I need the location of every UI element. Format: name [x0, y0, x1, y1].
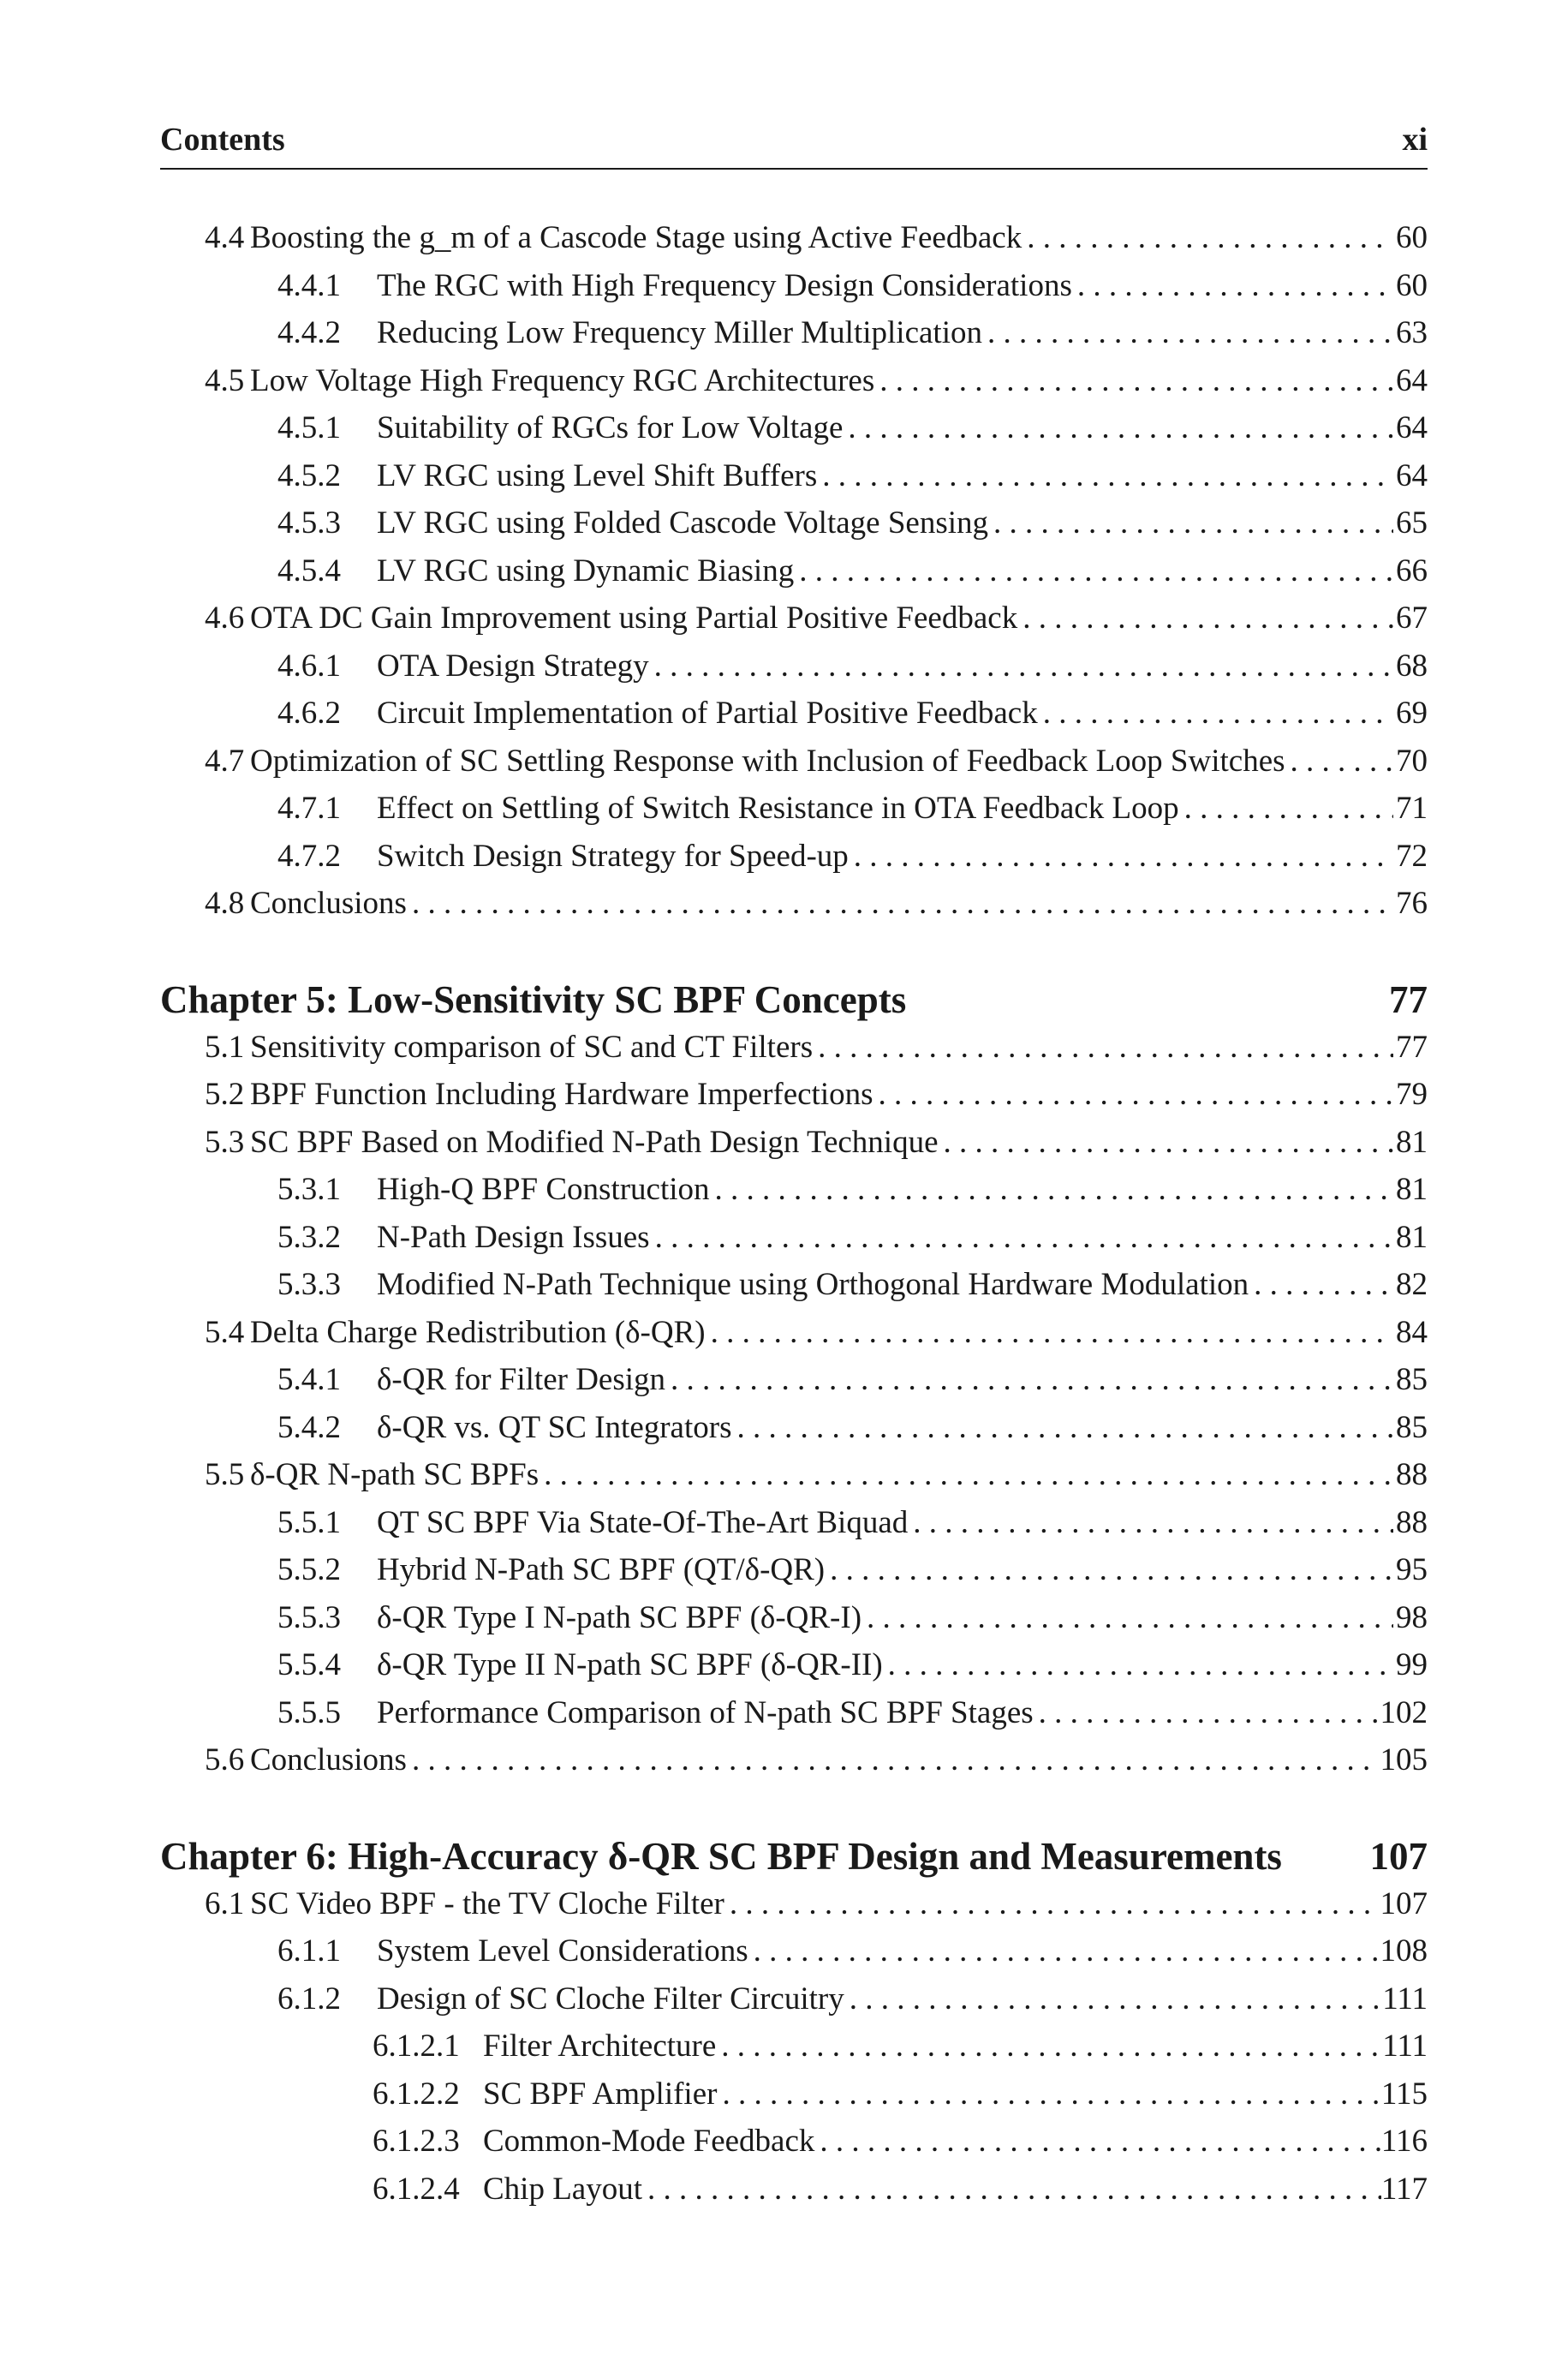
section-title: Modified N-Path Technique using Orthogonal Hardware Modulation	[377, 1267, 1249, 1302]
dot-leader	[939, 1119, 1393, 1167]
dot-leader	[844, 1975, 1383, 2023]
section-number: 4.4.1	[277, 267, 341, 303]
section-number: 5.3.2	[277, 1219, 341, 1255]
section-title: High-Q BPF Construction	[377, 1172, 710, 1207]
section-number: 5.5.1	[277, 1504, 341, 1540]
chapter-title: Chapter 6: High-Accuracy δ-QR SC BPF Design and Measurements	[160, 1834, 1282, 1878]
section-title: QT SC BPF Via State-Of-The-Art Biquad	[377, 1504, 909, 1540]
section-title: Circuit Implementation of Partial Positive Feedback	[377, 696, 1038, 731]
toc-entry[interactable]	[160, 1594, 1428, 1642]
dot-leader	[407, 1736, 1380, 1784]
toc-entry[interactable]	[160, 594, 1428, 642]
toc-entry[interactable]	[160, 1214, 1428, 1262]
section-number: 5.6	[205, 1742, 245, 1778]
dot-leader	[649, 642, 1393, 690]
section-title: Boosting the g_m of a Cascode Stage using Active Feedback	[250, 220, 1022, 255]
dot-leader	[407, 880, 1393, 928]
section-number: 5.4	[205, 1314, 245, 1350]
chapter-page-number: 77	[1389, 977, 1428, 1021]
section-page-number: 111	[1382, 1981, 1428, 2017]
section-page-number: 107	[1380, 1885, 1428, 1921]
dot-leader	[1038, 690, 1393, 738]
section-number: 6.1.2.1	[373, 2028, 460, 2064]
section-number: 5.3.3	[277, 1267, 341, 1302]
dot-leader	[843, 404, 1393, 452]
toc-entry[interactable]	[160, 1071, 1428, 1119]
toc-entry[interactable]	[160, 880, 1428, 928]
section-title: δ-QR N-path SC BPFs	[250, 1457, 540, 1492]
section-number: 5.5.2	[277, 1552, 341, 1587]
section-number: 4.7	[205, 743, 245, 779]
section-page-number: 81	[1396, 1124, 1428, 1160]
dot-leader	[731, 1404, 1393, 1452]
dot-leader	[748, 1927, 1380, 1975]
section-number: 4.5	[205, 362, 245, 398]
section-title: SC Video BPF - the TV Cloche Filter	[250, 1885, 724, 1921]
section-title: δ-QR Type II N-path SC BPF (δ-QR-II)	[377, 1647, 883, 1682]
section-page-number: 79	[1396, 1077, 1428, 1112]
dot-leader	[717, 2070, 1380, 2118]
section-title: Optimization of SC Settling Response with Inclusion of Feedback Loop Switches	[250, 743, 1285, 779]
section-title: Performance Comparison of N-path SC BPF Stages	[377, 1694, 1034, 1730]
section-number: 5.2	[205, 1077, 245, 1112]
toc-entry[interactable]	[160, 1499, 1428, 1547]
dot-leader	[883, 1641, 1393, 1689]
dot-leader	[862, 1594, 1393, 1642]
section-page-number: 115	[1380, 2076, 1428, 2112]
toc-entry[interactable]	[160, 1356, 1428, 1404]
dot-leader	[813, 1024, 1393, 1072]
section-title: OTA Design Strategy	[377, 648, 649, 684]
section-page-number: 66	[1396, 553, 1428, 589]
toc-entry[interactable]	[160, 1927, 1428, 1975]
dot-leader	[706, 1309, 1393, 1357]
toc-entry[interactable]	[160, 1736, 1428, 1784]
section-number: 6.1.1	[277, 1933, 341, 1969]
running-header-page-number: xi	[1402, 122, 1428, 158]
toc-entry[interactable]	[160, 404, 1428, 452]
section-page-number: 60	[1396, 220, 1428, 255]
section-title: SC BPF Based on Modified N-Path Design Technique	[250, 1124, 939, 1160]
dot-leader	[988, 499, 1393, 547]
section-page-number: 98	[1396, 1599, 1428, 1635]
section-number: 6.1.2.3	[373, 2124, 460, 2159]
toc-entry[interactable]	[160, 1119, 1428, 1167]
running-header	[160, 118, 1428, 170]
toc-entry[interactable]	[160, 1166, 1428, 1214]
chapter-title: Chapter 5: Low-Sensitivity SC BPF Concepts	[160, 977, 907, 1021]
dot-leader	[642, 2166, 1381, 2214]
section-page-number: 64	[1396, 362, 1428, 398]
toc-entry[interactable]	[160, 2022, 1428, 2070]
section-number: 4.6.2	[277, 696, 341, 731]
section-number: 5.1	[205, 1029, 245, 1065]
toc-entry[interactable]	[160, 2118, 1428, 2166]
section-page-number: 70	[1396, 743, 1428, 779]
section-title: BPF Function Including Hardware Imperfections	[250, 1077, 873, 1112]
dot-leader	[716, 2022, 1382, 2070]
section-number: 4.5.3	[277, 505, 341, 541]
chapter-page-number: 107	[1369, 1834, 1428, 1878]
section-page-number: 81	[1396, 1219, 1428, 1255]
toc-entry[interactable]	[160, 1880, 1428, 1928]
dot-leader	[1034, 1689, 1380, 1737]
section-number: 4.5.1	[277, 410, 341, 445]
toc-chapter-heading[interactable]	[160, 1832, 1428, 1880]
section-number: 5.3	[205, 1124, 245, 1160]
section-number: 5.5.5	[277, 1694, 341, 1730]
section-title: Filter Architecture	[483, 2028, 717, 2064]
dot-leader	[874, 357, 1393, 405]
section-title: δ-QR for Filter Design	[377, 1362, 666, 1397]
section-page-number: 95	[1396, 1552, 1428, 1587]
toc-entry[interactable]	[160, 1641, 1428, 1689]
section-number: 5.5.4	[277, 1647, 341, 1682]
dot-leader	[982, 309, 1393, 357]
toc-entry[interactable]	[160, 452, 1428, 500]
dot-leader	[908, 1499, 1393, 1547]
section-page-number: 99	[1396, 1647, 1428, 1682]
toc-entry[interactable]	[160, 642, 1428, 690]
section-number: 4.7.1	[277, 791, 341, 826]
section-title: LV RGC using Dynamic Biasing	[377, 553, 795, 589]
section-title: Design of SC Cloche Filter Circuitry	[377, 1981, 844, 2017]
table-of-contents	[160, 214, 1428, 2213]
section-page-number: 108	[1380, 1933, 1428, 1969]
dot-leader	[1249, 1261, 1393, 1309]
section-page-number: 72	[1396, 838, 1428, 874]
section-page-number: 88	[1396, 1504, 1428, 1540]
section-number: 4.5.4	[277, 553, 341, 589]
toc-entry[interactable]	[160, 690, 1428, 738]
toc-entry[interactable]	[160, 2166, 1428, 2214]
section-title: Common-Mode Feedback	[483, 2124, 815, 2159]
section-title: Suitability of RGCs for Low Voltage	[377, 410, 844, 445]
toc-entry[interactable]	[160, 1546, 1428, 1594]
section-title: Effect on Settling of Switch Resistance in OTA Feedback Loop	[377, 791, 1179, 826]
section-title: Reducing Low Frequency Miller Multiplication	[377, 315, 982, 350]
dot-leader	[873, 1071, 1393, 1119]
section-number: 5.4.1	[277, 1362, 341, 1397]
dot-leader	[849, 833, 1393, 881]
section-title: SC BPF Amplifier	[483, 2076, 718, 2112]
dot-leader	[665, 1356, 1393, 1404]
toc-entry[interactable]	[160, 262, 1428, 310]
dot-leader	[825, 1546, 1393, 1594]
section-page-number: 69	[1396, 696, 1428, 731]
section-number: 5.5	[205, 1457, 245, 1492]
section-number: 5.4.2	[277, 1409, 341, 1445]
toc-entry[interactable]	[160, 1451, 1428, 1499]
dot-leader	[794, 547, 1393, 595]
section-title: Delta Charge Redistribution (δ-QR)	[250, 1314, 706, 1350]
section-title: LV RGC using Level Shift Buffers	[377, 457, 818, 493]
section-number: 4.6	[205, 600, 245, 636]
section-number: 4.6.1	[277, 648, 341, 684]
dot-leader	[1022, 214, 1393, 262]
section-number: 6.1	[205, 1885, 245, 1921]
section-number: 4.4	[205, 220, 245, 255]
section-page-number: 77	[1396, 1029, 1428, 1065]
section-title: Low Voltage High Frequency RGC Architectures	[250, 362, 875, 398]
section-page-number: 85	[1396, 1362, 1428, 1397]
section-title: δ-QR vs. QT SC Integrators	[377, 1409, 732, 1445]
section-title: Hybrid N-Path SC BPF (QT/δ-QR)	[377, 1552, 826, 1587]
section-number: 6.1.2	[277, 1981, 341, 2017]
section-number: 5.3.1	[277, 1172, 341, 1207]
section-title: System Level Considerations	[377, 1933, 748, 1969]
section-page-number: 85	[1396, 1409, 1428, 1445]
section-title: N-Path Design Issues	[377, 1219, 650, 1255]
section-title: Conclusions	[250, 886, 407, 921]
section-page-number: 88	[1396, 1457, 1428, 1492]
dot-leader	[724, 1880, 1380, 1928]
section-page-number: 116	[1380, 2124, 1428, 2159]
section-page-number: 64	[1396, 410, 1428, 445]
toc-entry[interactable]	[160, 2070, 1428, 2118]
section-page-number: 76	[1396, 886, 1428, 921]
section-number: 6.1.2.4	[373, 2171, 460, 2207]
section-page-number: 65	[1396, 505, 1428, 541]
toc-entry[interactable]	[160, 1404, 1428, 1452]
dot-leader	[817, 452, 1393, 500]
toc-entry[interactable]	[160, 1261, 1428, 1309]
section-page-number: 82	[1396, 1267, 1428, 1302]
section-page-number: 71	[1396, 791, 1428, 826]
toc-entry[interactable]	[160, 214, 1428, 262]
toc-entry[interactable]	[160, 547, 1428, 595]
section-title: LV RGC using Folded Cascode Voltage Sensing	[377, 505, 989, 541]
toc-chapter-heading[interactable]	[160, 976, 1428, 1024]
section-title: Conclusions	[250, 1742, 407, 1778]
section-page-number: 102	[1380, 1694, 1428, 1730]
toc-entry[interactable]	[160, 357, 1428, 405]
chapter-spacer	[160, 928, 1428, 976]
toc-entry[interactable]	[160, 833, 1428, 881]
section-title: The RGC with High Frequency Design Considerations	[377, 267, 1072, 303]
dot-leader	[1285, 738, 1393, 786]
dot-leader	[1179, 785, 1393, 833]
section-number: 4.8	[205, 886, 245, 921]
section-title: δ-QR Type I N-path SC BPF (δ-QR-I)	[377, 1599, 862, 1635]
section-page-number: 68	[1396, 648, 1428, 684]
chapter-spacer	[160, 1784, 1428, 1832]
section-number: 4.5.2	[277, 457, 341, 493]
section-page-number: 64	[1396, 457, 1428, 493]
section-number: 4.4.2	[277, 315, 341, 350]
section-page-number: 67	[1396, 600, 1428, 636]
section-title: Switch Design Strategy for Speed-up	[377, 838, 849, 874]
toc-entry[interactable]	[160, 499, 1428, 547]
dot-leader	[1072, 262, 1393, 310]
section-number: 6.1.2.2	[373, 2076, 460, 2112]
section-page-number: 111	[1382, 2028, 1428, 2064]
section-page-number: 81	[1396, 1172, 1428, 1207]
running-header-title: Contents	[160, 122, 285, 158]
toc-entry[interactable]	[160, 1975, 1428, 2023]
section-page-number: 105	[1380, 1742, 1428, 1778]
section-page-number: 84	[1396, 1314, 1428, 1350]
dot-leader	[814, 2118, 1380, 2166]
toc-entry[interactable]	[160, 1309, 1428, 1357]
toc-entry[interactable]	[160, 738, 1428, 786]
section-page-number: 117	[1380, 2171, 1428, 2207]
section-page-number: 63	[1396, 315, 1428, 350]
dot-leader	[710, 1166, 1393, 1214]
toc-entry[interactable]	[160, 309, 1428, 357]
section-number: 5.5.3	[277, 1599, 341, 1635]
dot-leader	[1017, 594, 1393, 642]
toc-entry[interactable]	[160, 785, 1428, 833]
section-title: Chip Layout	[483, 2171, 643, 2207]
section-title: OTA DC Gain Improvement using Partial Positive Feedback	[250, 600, 1018, 636]
toc-entry[interactable]	[160, 1689, 1428, 1737]
section-title: Sensitivity comparison of SC and CT Filters	[250, 1029, 814, 1065]
dot-leader	[539, 1451, 1393, 1499]
section-page-number: 60	[1396, 267, 1428, 303]
toc-entry[interactable]	[160, 1024, 1428, 1072]
dot-leader	[650, 1214, 1393, 1262]
section-number: 4.7.2	[277, 838, 341, 874]
